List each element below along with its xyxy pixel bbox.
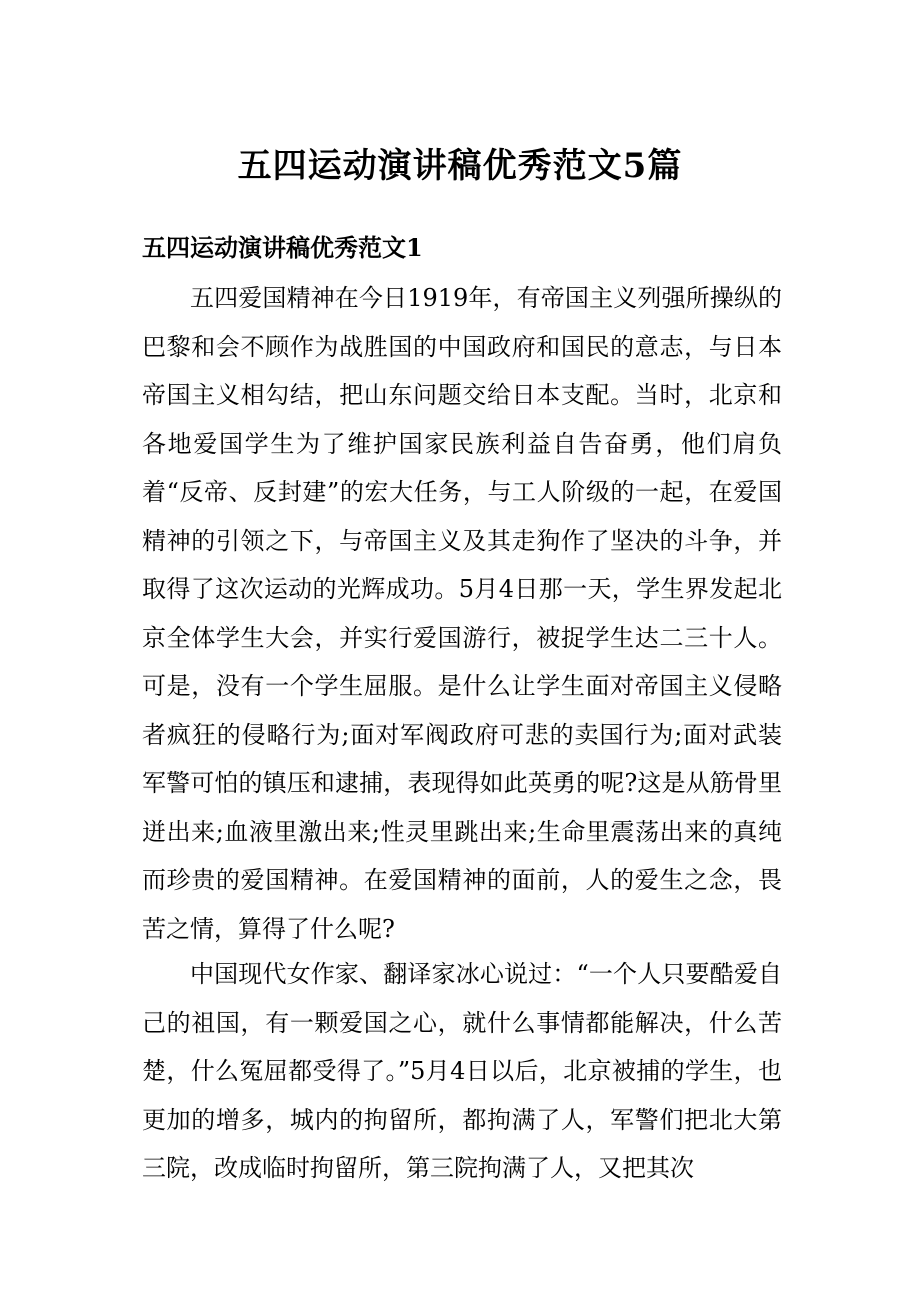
- document-title: 五四运动演讲稿优秀范文5篇: [237, 146, 683, 186]
- body-paragraph-1: 五四爱国精神在今日1919年，有帝国主义列强所操纵的巴黎和会不顾作为战胜国的中国政府和国民的意志，与日本帝国主义相勾结，把山东问题交给日本支配。当时，北京和各地爱国学生为了维护国家民族利益自告奋勇，他们肩负着“反帝、反封建”的宏大任务，与工人阶级的一起，在爱国精神的引领之下，与帝国主义及其走狗作了坚决的斗争，并取得了这次运动的光辉成功。5月4日那一天，学生界发起北京全体学生大会，并实行爱国游行，被捉学生达二三十人。可是，没有一个学生屈服。是什么让学生面对帝国主义侵略者疯狂的侵略行为;面对军阀政府可悲的卖国行为;面对武装军警可怕的镇压和逮捕，表现得如此英勇的呢?这是从筋骨里迸出来;血液里激出来;性灵里跳出来;生命里震荡出来的真纯而珍贵的爱国精神。在爱国精神的面前，人的爱生之念，畏苦之情，算得了什么呢?: [142, 284, 782, 943]
- section-heading: 五四运动演讲稿优秀范文1: [142, 233, 423, 262]
- body-paragraph-2: 中国现代女作家、翻译家冰心说过：“一个人只要酷爱自己的祖国，有一颗爱国之心，就什么事情都能解决，什么苦楚，什么冤屈都受得了。”5月4日以后，北京被捕的学生，也更加的增多，城内的拘留所，都拘满了人，军警们把北大第三院，改成临时拘留所，第三院拘满了人，又把其次: [142, 960, 782, 1182]
